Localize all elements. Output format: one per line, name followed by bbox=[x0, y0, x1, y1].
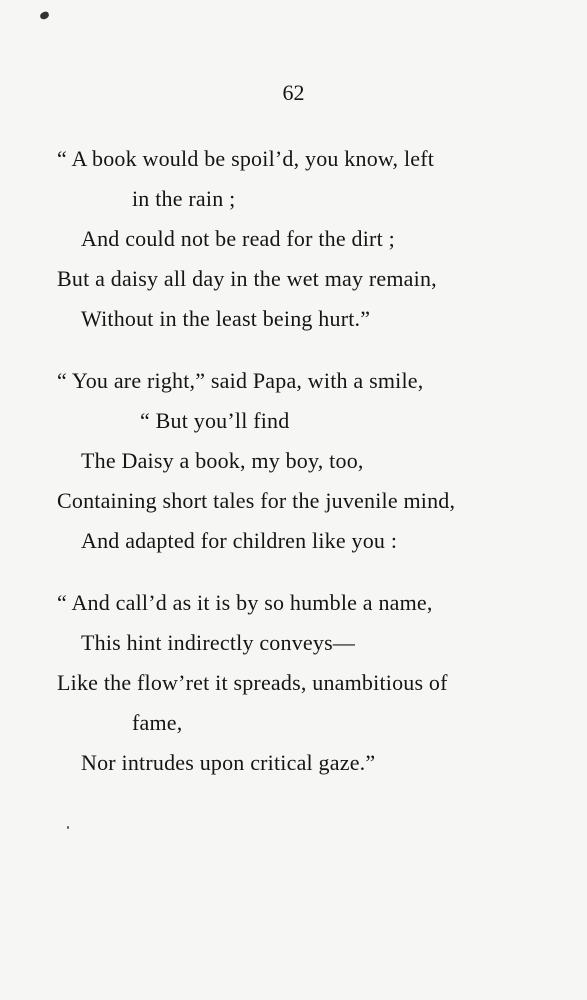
poem-line: fame, bbox=[132, 710, 183, 735]
poem-line: “ And call’d as it is by so humble a name, bbox=[57, 590, 433, 615]
poem-line: The Daisy a book, my boy, too, bbox=[81, 448, 364, 473]
poem-line: Like the flow’ret it spreads, unambitious of bbox=[57, 670, 448, 695]
ink-dot bbox=[67, 826, 69, 829]
poem-line: Nor intrudes upon critical gaze.” bbox=[81, 750, 376, 775]
poem-line: Without in the least being hurt.” bbox=[81, 306, 371, 331]
page-number: 62 bbox=[282, 80, 305, 105]
poem-line: And adapted for children like you : bbox=[81, 528, 398, 553]
poem-line: This hint indirectly conveys— bbox=[81, 630, 356, 655]
poem-line: Containing short tales for the juvenile mind, bbox=[57, 488, 456, 513]
poem-line: But a daisy all day in the wet may remain, bbox=[57, 266, 437, 291]
poem-line: And could not be read for the dirt ; bbox=[81, 226, 395, 251]
poem-line: “ You are right,” said Papa, with a smile, bbox=[57, 368, 424, 393]
ink-speck bbox=[39, 11, 50, 21]
poem-line: “ A book would be spoil’d, you know, left bbox=[57, 146, 435, 171]
poem-line: in the rain ; bbox=[132, 186, 236, 211]
poem-line: “ But you’ll find bbox=[140, 408, 290, 433]
